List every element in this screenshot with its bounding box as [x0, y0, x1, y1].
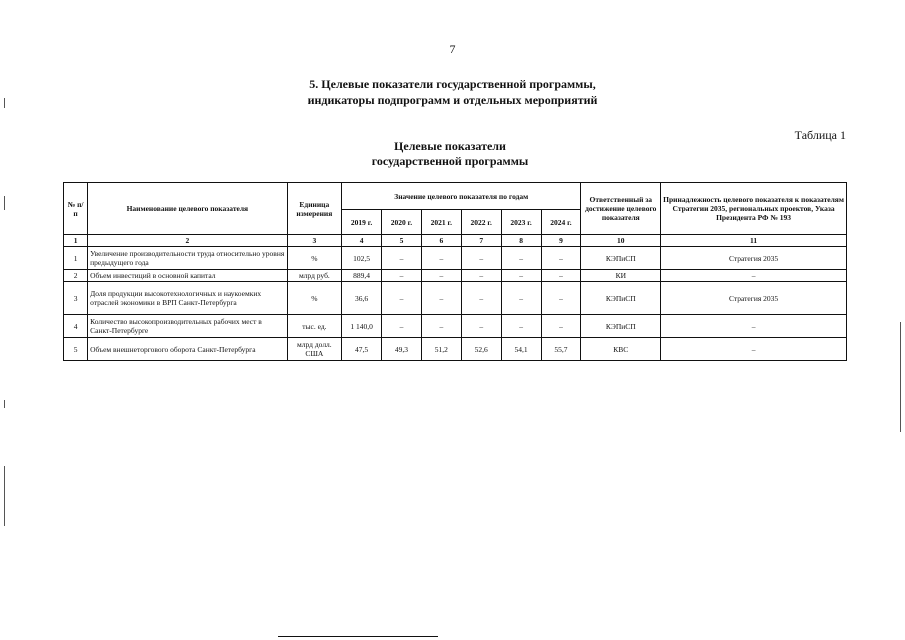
header-num: № п/п	[64, 183, 88, 235]
header-row	[64, 183, 847, 210]
header-year: 2021 г.	[421, 210, 461, 235]
column-number: 9	[541, 235, 581, 247]
row-responsible: КЭПиСП	[581, 282, 661, 315]
row-unit: млрд руб.	[287, 270, 342, 282]
column-number: 8	[501, 235, 541, 247]
row-responsible: КВС	[581, 338, 661, 361]
scan-mark	[4, 98, 5, 108]
header-year: 2023 г.	[501, 210, 541, 235]
row-unit: млрд долл. США	[287, 338, 342, 361]
header-values-group: Значение целевого показателя по годам	[342, 183, 581, 210]
row-num: 3	[64, 282, 88, 315]
row-num: 4	[64, 315, 88, 338]
row-value: –	[382, 247, 422, 270]
row-value: –	[421, 282, 461, 315]
row-value: 55,7	[541, 338, 581, 361]
column-numbers-row	[64, 235, 847, 247]
column-number: 11	[661, 235, 847, 247]
row-value: –	[421, 247, 461, 270]
page-number: 7	[449, 42, 456, 56]
table-row	[64, 270, 847, 282]
row-relation: –	[661, 338, 847, 361]
row-value: 36,6	[342, 282, 382, 315]
row-value: –	[421, 270, 461, 282]
row-unit: %	[287, 247, 342, 270]
header-year: 2020 г.	[382, 210, 422, 235]
row-num: 5	[64, 338, 88, 361]
row-responsible: КИ	[581, 270, 661, 282]
section-title	[180, 76, 725, 108]
header-relation: Принадлежность целевого показателя к показателям Стратегии 2035, региональных проектов, Указа Президента РФ № 193	[661, 183, 847, 235]
row-name: Объем инвестиций в основной капитал	[88, 270, 287, 282]
row-value: –	[501, 270, 541, 282]
row-value: –	[461, 315, 501, 338]
table-title-line2: государственной программы	[371, 154, 529, 168]
row-value: 1 140,0	[342, 315, 382, 338]
table-title-line1: Целевые показатели	[394, 139, 506, 153]
row-value: 54,1	[501, 338, 541, 361]
header-year: 2024 г.	[541, 210, 581, 235]
row-relation: –	[661, 270, 847, 282]
row-value: –	[421, 315, 461, 338]
row-relation: Стратегия 2035	[661, 247, 847, 270]
row-value: –	[541, 270, 581, 282]
header-unit: Единица измерения	[287, 183, 342, 235]
column-number: 3	[287, 235, 342, 247]
row-value: –	[382, 270, 422, 282]
row-relation: –	[661, 315, 847, 338]
footnote-separator	[278, 636, 438, 637]
indicators-table	[63, 182, 847, 361]
row-unit: тыс. ед.	[287, 315, 342, 338]
row-value: –	[461, 270, 501, 282]
row-value: –	[382, 282, 422, 315]
row-value: 102,5	[342, 247, 382, 270]
row-value: –	[541, 282, 581, 315]
section-title-line1: 5. Целевые показатели государственной программы,	[309, 77, 596, 91]
row-num: 2	[64, 270, 88, 282]
row-relation: Стратегия 2035	[661, 282, 847, 315]
header-name: Наименование целевого показателя	[88, 183, 287, 235]
row-num: 1	[64, 247, 88, 270]
scan-mark	[4, 400, 5, 408]
section-title-line2: индикаторы подпрограмм и отдельных мероприятий	[307, 93, 598, 107]
scan-mark	[4, 196, 5, 210]
row-value: –	[382, 315, 422, 338]
column-number: 7	[461, 235, 501, 247]
row-name: Увеличение производительности труда относительно уровня предыдущего года	[88, 247, 287, 270]
row-value: –	[461, 282, 501, 315]
table-row	[64, 338, 847, 361]
column-number: 6	[421, 235, 461, 247]
row-value: 51,2	[421, 338, 461, 361]
row-value: 49,3	[382, 338, 422, 361]
row-value: 52,6	[461, 338, 501, 361]
table-row	[64, 282, 847, 315]
row-responsible: КЭПиСП	[581, 315, 661, 338]
row-responsible: КЭПиСП	[581, 247, 661, 270]
row-value: –	[541, 247, 581, 270]
row-value: –	[541, 315, 581, 338]
scan-mark	[900, 322, 901, 432]
row-name: Доля продукции высокотехнологичных и наукоемких отраслей экономики в ВРП Санкт-Петербурга	[88, 282, 287, 315]
row-value: 47,5	[342, 338, 382, 361]
table-row	[64, 247, 847, 270]
header-responsible: Ответственный за достижение целевого показателя	[581, 183, 661, 235]
header-year: 2019 г.	[342, 210, 382, 235]
row-name: Количество высокопроизводительных рабочих мест в Санкт-Петербурге	[88, 315, 287, 338]
column-number: 5	[382, 235, 422, 247]
column-number: 1	[64, 235, 88, 247]
row-value: –	[501, 315, 541, 338]
row-value: –	[501, 247, 541, 270]
column-number: 2	[88, 235, 287, 247]
row-unit: %	[287, 282, 342, 315]
row-value: –	[501, 282, 541, 315]
scan-mark	[4, 466, 5, 526]
table-row	[64, 315, 847, 338]
table-title	[300, 139, 600, 169]
header-year: 2022 г.	[461, 210, 501, 235]
row-value: 889,4	[342, 270, 382, 282]
row-name: Объем внешнеторгового оборота Санкт-Петербурга	[88, 338, 287, 361]
column-number: 10	[581, 235, 661, 247]
row-value: –	[461, 247, 501, 270]
table-label: Таблица 1	[794, 128, 846, 142]
column-number: 4	[342, 235, 382, 247]
